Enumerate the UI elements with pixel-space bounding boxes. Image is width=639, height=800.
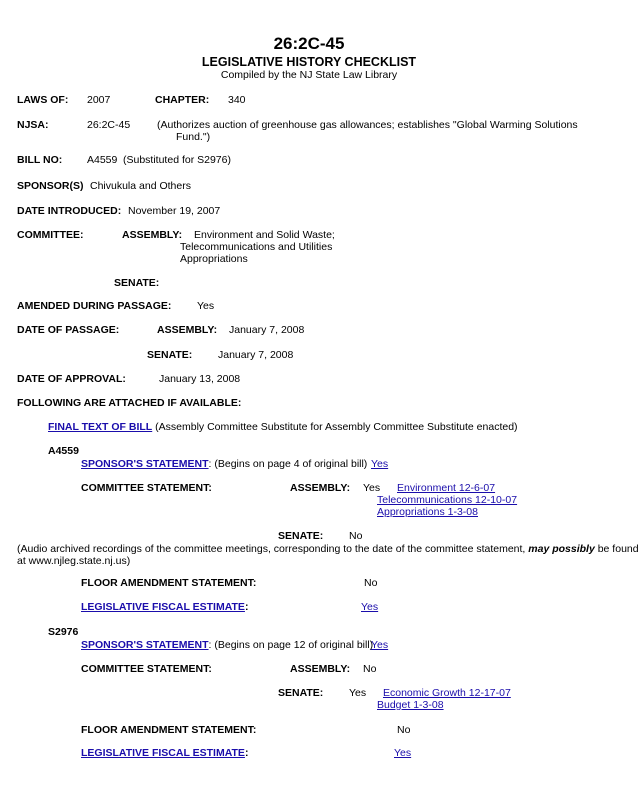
laws-of-label: LAWS OF: [17, 94, 69, 106]
a4559-floor-label: FLOOR AMENDMENT STATEMENT: [81, 577, 257, 589]
committee-label: COMMITTEE: [17, 229, 84, 241]
audio-note-emphasis: may possibly [528, 543, 595, 555]
a4559-environment-link[interactable]: Environment 12-6-07 [397, 482, 496, 494]
compiled-by: Compiled by the NJ State Law Library [220, 69, 398, 81]
s2976-sponsor-yes-link[interactable]: Yes [371, 639, 389, 651]
chapter-label: CHAPTER: [155, 94, 210, 106]
s2976-fiscal-estimate-link[interactable]: LEGISLATIVE FISCAL ESTIMATE [81, 747, 245, 759]
page-subtitle: LEGISLATIVE HISTORY CHECKLIST [201, 55, 417, 69]
chapter-value: 340 [228, 94, 246, 106]
passage-senate-label: SENATE: [147, 349, 193, 361]
s2976-floor-value: No [397, 724, 411, 736]
s2976-economic-growth-link[interactable]: Economic Growth 12-17-07 [383, 687, 511, 699]
a4559-label: A4559 [48, 445, 79, 457]
a4559-fiscal-row [81, 601, 248, 613]
s2976-committee-assembly-label: ASSEMBLY: [290, 663, 351, 675]
s2976-committee-assembly-value: No [363, 663, 377, 675]
final-text-row [48, 421, 518, 433]
committee-assembly-line3: Appropriations [180, 253, 248, 265]
a4559-fiscal-estimate-link[interactable]: LEGISLATIVE FISCAL ESTIMATE [81, 601, 245, 613]
bill-no-value: A4559 [87, 154, 118, 166]
njsa-label: NJSA: [17, 119, 49, 131]
a4559-committee-senate-value: No [349, 530, 363, 542]
amended-label: AMENDED DURING PASSAGE: [17, 300, 172, 312]
amended-value: Yes [197, 300, 215, 312]
a4559-sponsor-statement-link[interactable]: SPONSOR'S STATEMENT [81, 458, 209, 470]
a4559-sponsor-note: : (Begins on page 4 of original bill) [208, 458, 368, 470]
sponsors-label: SPONSOR(S) [17, 180, 84, 192]
s2976-sponsor-row [81, 639, 373, 651]
s2976-fiscal-yes-link[interactable]: Yes [394, 747, 412, 759]
approval-label: DATE OF APPROVAL: [17, 373, 126, 385]
committee-assembly-label: ASSEMBLY: [122, 229, 183, 241]
passage-senate-value: January 7, 2008 [218, 349, 294, 361]
a4559-appropriations-link[interactable]: Appropriations 1-3-08 [377, 506, 478, 518]
a4559-committee-senate-label: SENATE: [278, 530, 324, 542]
a4559-sponsor-row [81, 458, 367, 470]
final-text-link[interactable]: FINAL TEXT OF BILL [48, 421, 153, 433]
njsa-description-line1: (Authorizes auction of greenhouse gas allowances; establishes "Global Warming Solutions [157, 119, 578, 131]
passage-assembly-label: ASSEMBLY: [157, 324, 218, 336]
audio-note-text: (Audio archived recordings of the committee meetings, corresponding to the date of the committee statement, [17, 543, 529, 555]
s2976-committee-senate-value: Yes [349, 687, 367, 699]
sponsors-value: Chivukula and Others [90, 180, 191, 192]
s2976-label: S2976 [48, 626, 79, 638]
a4559-fiscal-yes-link[interactable]: Yes [361, 601, 379, 613]
bill-no-label: BILL NO: [17, 154, 63, 166]
date-introduced-label: DATE INTRODUCED: [17, 205, 122, 217]
passage-assembly-value: January 7, 2008 [229, 324, 305, 336]
s2976-sponsor-note: : (Begins on page 12 of original bill) [208, 639, 374, 651]
s2976-floor-label: FLOOR AMENDMENT STATEMENT: [81, 724, 257, 736]
final-text-note: (Assembly Committee Substitute for Assembly Committee Substitute enacted) [155, 421, 518, 433]
attached-heading: FOLLOWING ARE ATTACHED IF AVAILABLE: [17, 397, 242, 409]
s2976-fiscal-colon: : [244, 747, 249, 759]
passage-label: DATE OF PASSAGE: [17, 324, 120, 336]
a4559-sponsor-yes-link[interactable]: Yes [371, 458, 389, 470]
s2976-fiscal-row [81, 747, 248, 759]
audio-note-text-end: be found [594, 543, 639, 555]
page-title: 26:2C-45 [273, 34, 345, 53]
s2976-budget-link[interactable]: Budget 1-3-08 [377, 699, 444, 711]
a4559-floor-value: No [364, 577, 378, 589]
audio-note-line2: at www.njleg.state.nj.us) [17, 555, 131, 567]
a4559-committee-assembly-label: ASSEMBLY: [290, 482, 351, 494]
committee-assembly-line1: Environment and Solid Waste; [194, 229, 335, 241]
s2976-committee-label: COMMITTEE STATEMENT: [81, 663, 212, 675]
njsa-value: 26:2C-45 [87, 119, 131, 131]
s2976-committee-senate-label: SENATE: [278, 687, 324, 699]
njsa-description-line2: Fund.") [176, 131, 211, 143]
committee-senate-label: SENATE: [114, 277, 160, 289]
a4559-fiscal-colon: : [244, 601, 249, 613]
committee-assembly-line2: Telecommunications and Utilities [180, 241, 333, 253]
audio-note-line1 [17, 543, 639, 555]
a4559-committee-assembly-value: Yes [363, 482, 381, 494]
date-introduced-value: November 19, 2007 [128, 205, 221, 217]
laws-of-value: 2007 [87, 94, 111, 106]
s2976-sponsor-statement-link[interactable]: SPONSOR'S STATEMENT [81, 639, 209, 651]
a4559-committee-label: COMMITTEE STATEMENT: [81, 482, 212, 494]
a4559-telecommunications-link[interactable]: Telecommunications 12-10-07 [377, 494, 518, 506]
approval-value: January 13, 2008 [159, 373, 241, 385]
bill-no-note: (Substituted for S2976) [123, 154, 231, 166]
